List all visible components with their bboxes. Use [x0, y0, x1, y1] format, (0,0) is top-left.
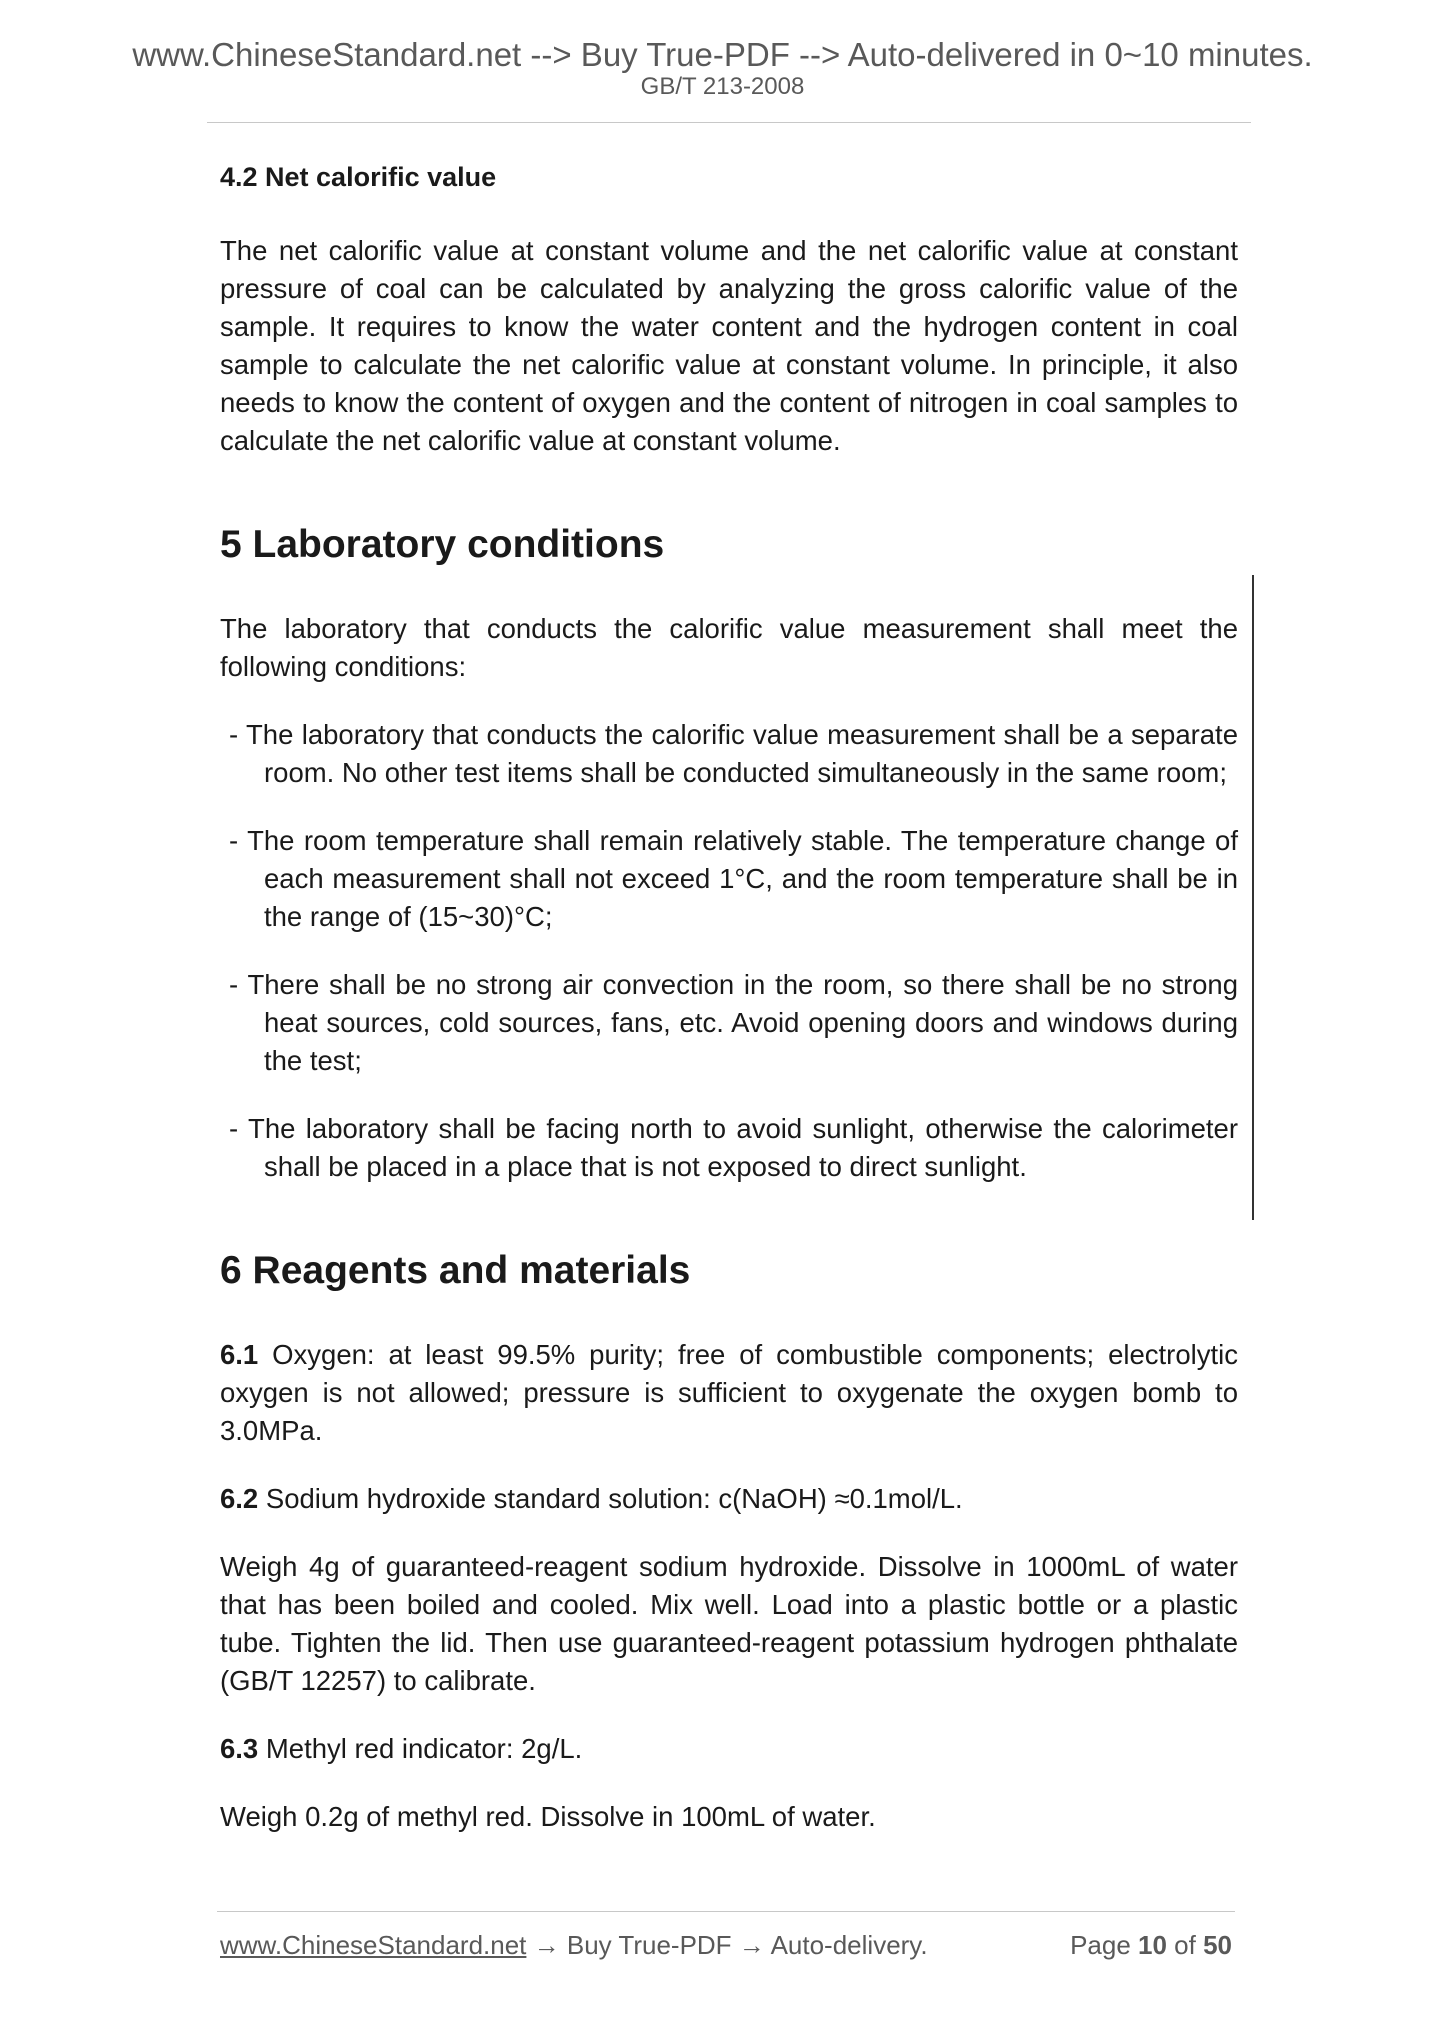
clause-text: Oxygen: at least 99.5% purity; free of combustible components; electrolytic oxygen is not allowed; pressure is sufficient to oxygenate the oxygen bomb to 3.0MPa.: [220, 1339, 1238, 1446]
clause-number: 6.1: [220, 1339, 259, 1370]
section-5-heading: 5 Laboratory conditions: [220, 523, 665, 566]
footer-tagline: → Buy True-PDF → Auto-delivery.: [526, 1930, 928, 1960]
clause-number: 6.3: [220, 1733, 259, 1764]
of-word: of: [1166, 1930, 1204, 1960]
page-word: Page: [1070, 1930, 1139, 1960]
list-item: - There shall be no strong air convection in the room, so there shall be no strong heat sources, cold sources, fans, etc. Avoid opening doors and windows during the test;: [229, 969, 1238, 1076]
footer-left: [220, 1932, 928, 1958]
clause-number: 6.2: [220, 1483, 259, 1514]
standard-code: GB/T 213-2008: [640, 73, 805, 100]
page-number: 10: [1138, 1930, 1167, 1960]
section-6-heading: 6 Reagents and materials: [220, 1249, 691, 1292]
footer-divider: [217, 1911, 1235, 1912]
list-item: - The laboratory shall be facing north to avoid sunlight, otherwise the calorimeter shall be placed in a place that is not exposed to direct sunlight.: [229, 1113, 1238, 1182]
clause-6-2-paragraph: Weigh 4g of guaranteed-reagent sodium hydroxide. Dissolve in 1000mL of water that has been boiled and cooled. Mix well. Load into a plastic bottle or a plastic tube. Tighten the lid. Then use guaranteed-reagent potassium hydrogen phthalate (GB/T 12257) to calibrate.: [220, 1551, 1238, 1696]
list-item: - The laboratory that conducts the calorific value measurement shall be a separate room. No other test items shall be conducted simultaneously in the same room;: [229, 719, 1238, 788]
page-total: 50: [1203, 1930, 1232, 1960]
document-body: [220, 158, 1238, 1836]
clause-6-3: [220, 1730, 1238, 1768]
clause-6-1: [220, 1336, 1238, 1450]
section-4-2-paragraph: The net calorific value at constant volume and the net calorific value at constant pressure of coal can be calculated by analyzing the gross calorific value of the sample. It requires to know the water content and the hydrogen content in coal sample to calculate the net calorific value at constant volume. In principle, it also needs to know the content of oxygen and the content of nitrogen in coal samples to calculate the net calorific value at constant volume.: [220, 235, 1238, 456]
clause-text: Sodium hydroxide standard solution: c(NaOH) ≈0.1mol/L.: [258, 1483, 963, 1514]
list-item: - The room temperature shall remain relatively stable. The temperature change of each measurement shall not exceed 1°C, and the room temperature shall be in the range of (15~30)°C;: [229, 825, 1238, 932]
revision-change-bar: [1252, 575, 1254, 1220]
clause-6-3-paragraph: Weigh 0.2g of methyl red. Dissolve in 100mL of water.: [220, 1801, 876, 1832]
page-indicator: [1070, 1932, 1232, 1958]
clause-6-2: [220, 1480, 1238, 1518]
section-5-intro: The laboratory that conducts the calorific value measurement shall meet the following conditions:: [220, 613, 1238, 682]
clause-text: Methyl red indicator: 2g/L.: [258, 1733, 583, 1764]
footer-site-link[interactable]: www.ChineseStandard.net: [220, 1930, 527, 1960]
header-banner: www.ChineseStandard.net --> Buy True-PDF --> Auto-delivered in 0~10 minutes.: [132, 36, 1313, 73]
header-divider: [207, 122, 1251, 123]
section-4-2-heading: 4.2 Net calorific value: [220, 162, 497, 192]
